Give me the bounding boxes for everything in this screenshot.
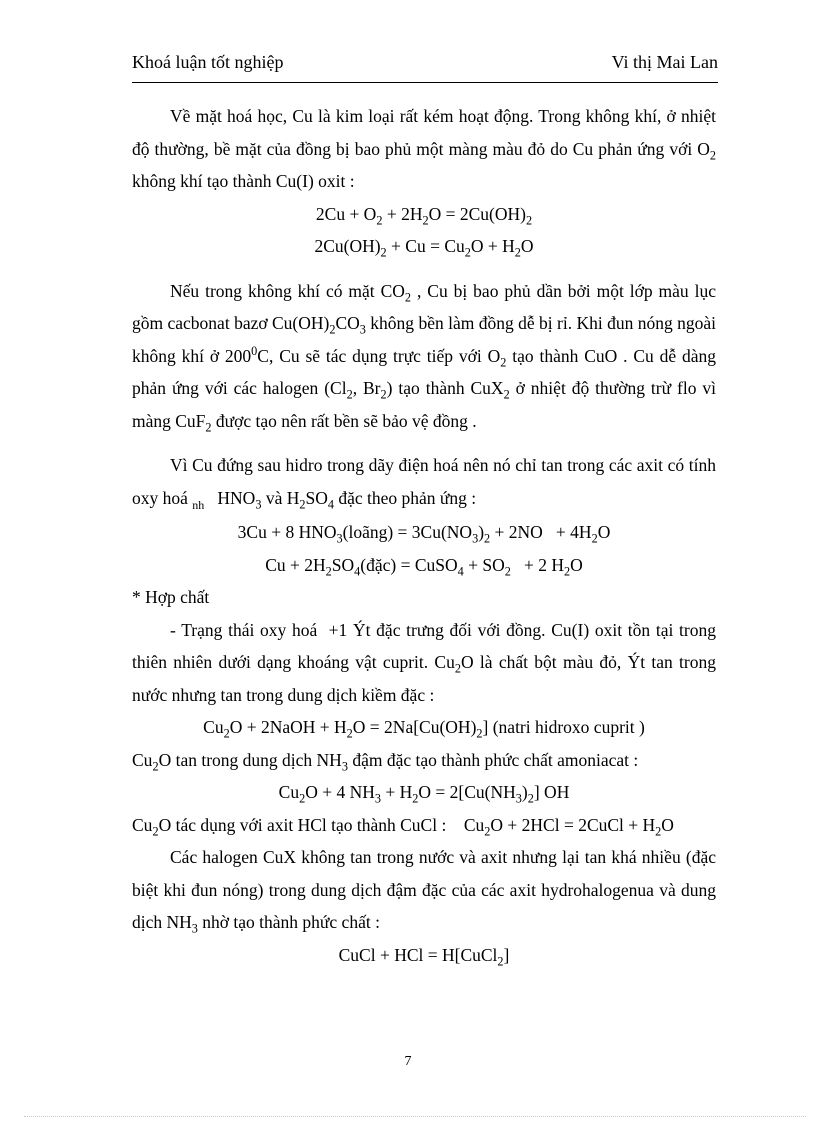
paragraph-acids: Vì Cu đứng sau hidro trong dãy điện hoá nên nó chỉ tan trong các axit có tính oxy hoá $_{nh}$ $HNO_3$ và $H_2SO_4$ đặc theo phản ứng : <box>132 455 716 512</box>
paragraph-reactivity: Về mặt hoá học, Cu là kim loại rất kém hoạt động. Trong không khí, ở nhiệt độ thường, bề mặt của đồng bị bao phủ một màng màu đỏ do Cu phản ứng với $O_2$ không khí tạo thành Cu(I) oxit : <box>132 106 716 191</box>
header-divider <box>132 82 718 83</box>
page-bottom-border <box>24 1116 806 1117</box>
equation-6: $Cu_2O + 4$ $NH_3 + H_2O = 2[Cu(NH_3)_2]$ OH <box>278 782 570 806</box>
header-author: Vi thị Mai Lan <box>611 52 718 72</box>
page-number: 7 <box>404 1054 412 1069</box>
paragraph-oxidation-state: - Trạng thái oxy hoá +1 Ýt đặc trưng đối với đồng. Cu(I) oxit tồn tại trong thiên nhiên dưới dạng khoáng vật cuprit. $Cu_2O$ là chất bột màu đỏ, Ýt tan trong nước nhưng tan trong dung dịch kiềm đặc : <box>132 619 716 705</box>
equation-2: $2Cu(OH)_2 + Cu = Cu_2O + H_2O$ <box>314 236 534 260</box>
equation-5: $Cu_2O$ + 2NaOH + $H_2O = 2Na[Cu(OH)_2]$ (natri hidroxo cuprit ) <box>203 717 645 741</box>
equation-3: 3Cu + 8 $HNO_3(loãng) = 3Cu(NO_3)_2 + 2NO + 4H_2O$ <box>237 522 611 546</box>
paragraph-halides: Các halogen CuX không tan trong nước và axit nhưng lại tan khá nhiều (đặc biệt khi đun nóng) trong dung dịch đậm đặc của các axit hydrohalogenua và dung dịch $NH_3$ nhờ tạo thành phức chất : <box>132 847 716 936</box>
section-heading-compounds: * Hợp chất <box>132 587 210 607</box>
document-body <box>132 100 716 971</box>
header-thesis-title: Khoá luận tốt nghiệp <box>132 52 284 72</box>
equation-7: CuCl + HCl = H[CuCl$_2$] <box>338 944 510 968</box>
paragraph-ammonia: $Cu_2O$ tan trong dung dịch $NH_3$ đậm đặc tạo thành phức chất amoniacat : <box>132 749 639 773</box>
equation-1: $2Cu + O_2 + 2H_2O = 2Cu(OH)_2$ <box>315 203 533 227</box>
paragraph-hcl: $Cu_2O$ tác dụng với axit HCl tạo thành CuCl : $Cu_2O + 2HCl$ = 2CuCl + $H_2O$ <box>132 814 674 838</box>
page-header <box>132 52 718 73</box>
paragraph-co2: Nếu trong không khí có mặt $CO_2$ , Cu bị bao phủ dần bởi một lớp màu lục gồm cacbonat bazơ $Cu(OH)_2CO_3$ không bền làm đồng dễ bị rỉ. Khi đun nóng ngoài không khí ở $200^0C$, Cu sẽ tác dụng trực tiếp với $O_2$ tạo thành CuO . Cu dễ dàng phản ứng với các halogen ($Cl_2$, $Br_2$) tạo thành CuX$_2$ ở nhiệt độ thường trừ flo vì màng CuF$_2$ được tạo nên rất bền sẽ bảo vệ đồng . <box>132 280 717 434</box>
equation-4: $Cu + 2H_2SO_4(đặc)$ = CuSO$_4$ + $SO_2 + 2$ $H_2O$ <box>265 554 583 578</box>
